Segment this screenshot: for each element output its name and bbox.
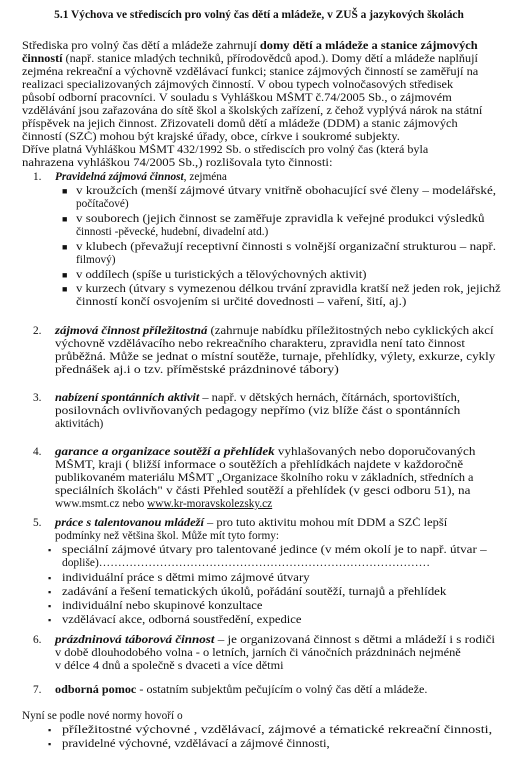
item-1-bullet-5: v kurzech (útvary s vymezenou délkou trvání zpravidla kratší než jeden rok, jejichž (76, 283, 501, 295)
bullet-icon: ▪ (48, 615, 52, 625)
item-2-line-1: zájmová činnost příležitostná (zahrnuje nabídku příležitostných nebo cyklických akcí (55, 325, 494, 337)
item-6-line-3: v délce 4 dnů a společně s dvaceti a více dětmi (55, 660, 284, 672)
item-4-line-1: garance a organizace soutěží a přehlídek vyhlašovaných nebo doporučovaných (55, 446, 476, 458)
list-number-2: 2. (33, 325, 42, 337)
bullet-icon: ▪ (48, 739, 52, 749)
item-5-bullet-5: vzdělávací akce, odborná soustředění, expedice (62, 614, 302, 626)
intro-line-1: Střediska pro volný čas dětí a mládeže zahrnují domy dětí a mládeže a stanice zájmových (22, 40, 478, 52)
bullet-icon: ■ (62, 186, 68, 196)
bullet-icon: ▪ (48, 573, 52, 583)
item-1-bullet-5-cont: činností končí osvojením si určité dovednosti – vaření, šití, aj.) (76, 296, 407, 308)
item-1-bullet-2-cont: činnosti -pěvecké, hudební, divadelní atd.) (76, 226, 269, 238)
item-2-line-2: výchovně vzdělávacího nebo rekreačního charakteru, zpravidla není tato činnost (55, 338, 465, 350)
item-5-bullet-4: individuální nebo skupinové konzultace (62, 600, 263, 612)
list-number-7: 7. (33, 684, 42, 696)
item-5-line-2: podmínky než většina škol. Může mít tyto formy: (55, 530, 280, 542)
bullet-icon: ▪ (48, 601, 52, 611)
bullet-icon: ▪ (48, 587, 52, 597)
item-5-bullet-3: zadávání a řešení tematických úkolů, pořádání soutěží, turnajů a přehlídek (62, 586, 447, 598)
intro-line-4: realizaci specializovaných zájmových činností. V obou typech volnočasových středisek (22, 79, 454, 91)
item-3-line-1: nabízení spontánních aktivit – např. v dětských hernách, čítárnách, sportovištích, (55, 392, 460, 404)
outro-bullet-2: pravidelné výchovné, vzdělávací a zájmové činnosti, (62, 738, 330, 750)
item-6-line-1: prázdninová táborová činnost – je organizovaná činnost s dětmi a mládeží i s rodiči (55, 634, 496, 646)
outro-bullet-1: příležitostné výchovné , vzdělávací, zájmové a tématické rekreační činnosti, (62, 724, 493, 736)
intro-line-8: činností (SZČ) mohou být krajské úřady, obce, církve i soukromé subjekty. (22, 131, 400, 143)
item-4-line-5: www.msmt.cz nebo www.kr-moravskolezsky.cz (55, 498, 273, 510)
item-1-title: Pravidelná zájmová činnost, zejména (55, 171, 227, 183)
bullet-icon: ▪ (48, 545, 52, 555)
item-7-line-1: odborná pomoc - ostatním subjektům pečujícím o volný čas dětí a mládeže. (55, 684, 428, 696)
bullet-icon: ■ (62, 284, 68, 294)
intro-line-6: vzdělávání jsou zařazována do sítě škol a školských zařízení, z čehož vyplývá nárok na státní (22, 105, 483, 117)
item-2-line-4: přednášek aj.i o tzv. příměstské prázdninové tábory) (55, 364, 339, 376)
item-4-line-3: publikovaném materiálu MŠMT „Organizace školního roku v základních, středních a (55, 472, 474, 484)
item-1-bullet-2: v souborech (jejich činnost se zaměřuje zpravidla k veřejné produkci výsledků (76, 213, 485, 225)
item-5-bullet-2: individuální práce s dětmi mimo zájmové útvary (62, 572, 310, 584)
list-number-3: 3. (33, 392, 42, 404)
item-5-line-1: práce s talentovanou mládeží – pro tuto aktivitu mohou mít DDM a SZČ lepší (55, 517, 448, 529)
item-4-line-4: speciálních školách" v části Přehled soutěží a přehlídek (v gesci odboru 51), na (55, 485, 471, 497)
item-3-line-3: aktivitách) (55, 418, 104, 430)
bullet-icon: ■ (62, 270, 68, 280)
item-5-bullet-1-cont: dopliše)…………………………………………………………………………… (62, 557, 431, 569)
item-6-line-2: v době dlouhodobého volna - o letních, jarních či vánočních prázdninách nejméně (55, 647, 461, 659)
intro-line-3: zejména rekreační a výchovně vzdělávací funkci; stanice zájmových činností se zaměřují na (22, 66, 479, 78)
intro-line-2: činností (např. stanice mladých techniků, přírodovědců apod.). Domy dětí a mládeže naplňují (22, 53, 478, 65)
item-1-bullet-1: v kroužcích (menší zájmové útvary vnitřně obohacující své členy – modelářské, (76, 185, 497, 197)
item-1-bullet-3: v klubech (převažují receptivní činnosti s volnější organizační strukturou – např. (76, 241, 497, 253)
item-3-line-2: posilovnách ovlivňovaných pedagogy nepřímo (viz blíže část o spontánních (55, 405, 461, 417)
item-1-bullet-4: v oddílech (spíše u turistických a tělovýchovných aktivit) (76, 269, 367, 281)
intro-line-5: působí odborní pracovníci. V souladu s Vyhláškou MŠMT č.74/2005 Sb., o zájmovém (22, 92, 452, 104)
bullet-icon: ■ (62, 214, 68, 224)
item-5-bullet-1: speciální zájmové útvary pro talentované jedince (v mém okolí je to např. útvar – (62, 544, 487, 556)
list-number-1: 1. (33, 171, 42, 183)
list-number-5: 5. (33, 517, 42, 529)
item-4-line-2: MŠMT, kraji ( bližší informace o soutěžích a přehlídkách najdete v každoročně (55, 459, 464, 471)
item-1-bullet-1-cont: počítačové) (76, 198, 129, 210)
list-number-6: 6. (33, 634, 42, 646)
section-heading: 5.1 Výchova ve střediscích pro volný čas dětí a mládeže, v ZUŠ a jazykových školách (54, 9, 464, 21)
intro-line-10: nahrazena vyhláškou 74/2005 Sb.,) rozlišovala tyto činnosti: (22, 157, 333, 169)
list-number-4: 4. (33, 446, 42, 458)
bullet-icon: ▪ (48, 725, 52, 735)
bullet-icon: ■ (62, 242, 68, 252)
kr-moravskolezsky-link[interactable]: www.kr-moravskolezsky.cz (147, 498, 273, 510)
item-1-bullet-3-cont: filmový) (76, 254, 116, 266)
intro-line-7: příspěvek na jejich činnost. Zřizovateli domů dětí a mládeže (DDM) a stanic zájmových (22, 118, 458, 130)
outro-line-1: Nyní se podle nové normy hovoří o (22, 710, 183, 722)
intro-line-9: Dříve platná Vyhláškou MŠMT 432/1992 Sb. o střediscích pro volný čas (která byla (22, 144, 429, 156)
item-2-line-3: průběžná. Může se jednat o místní soutěže, turnaje, přehlídky, výlety, exkurze, cykly (55, 351, 496, 363)
